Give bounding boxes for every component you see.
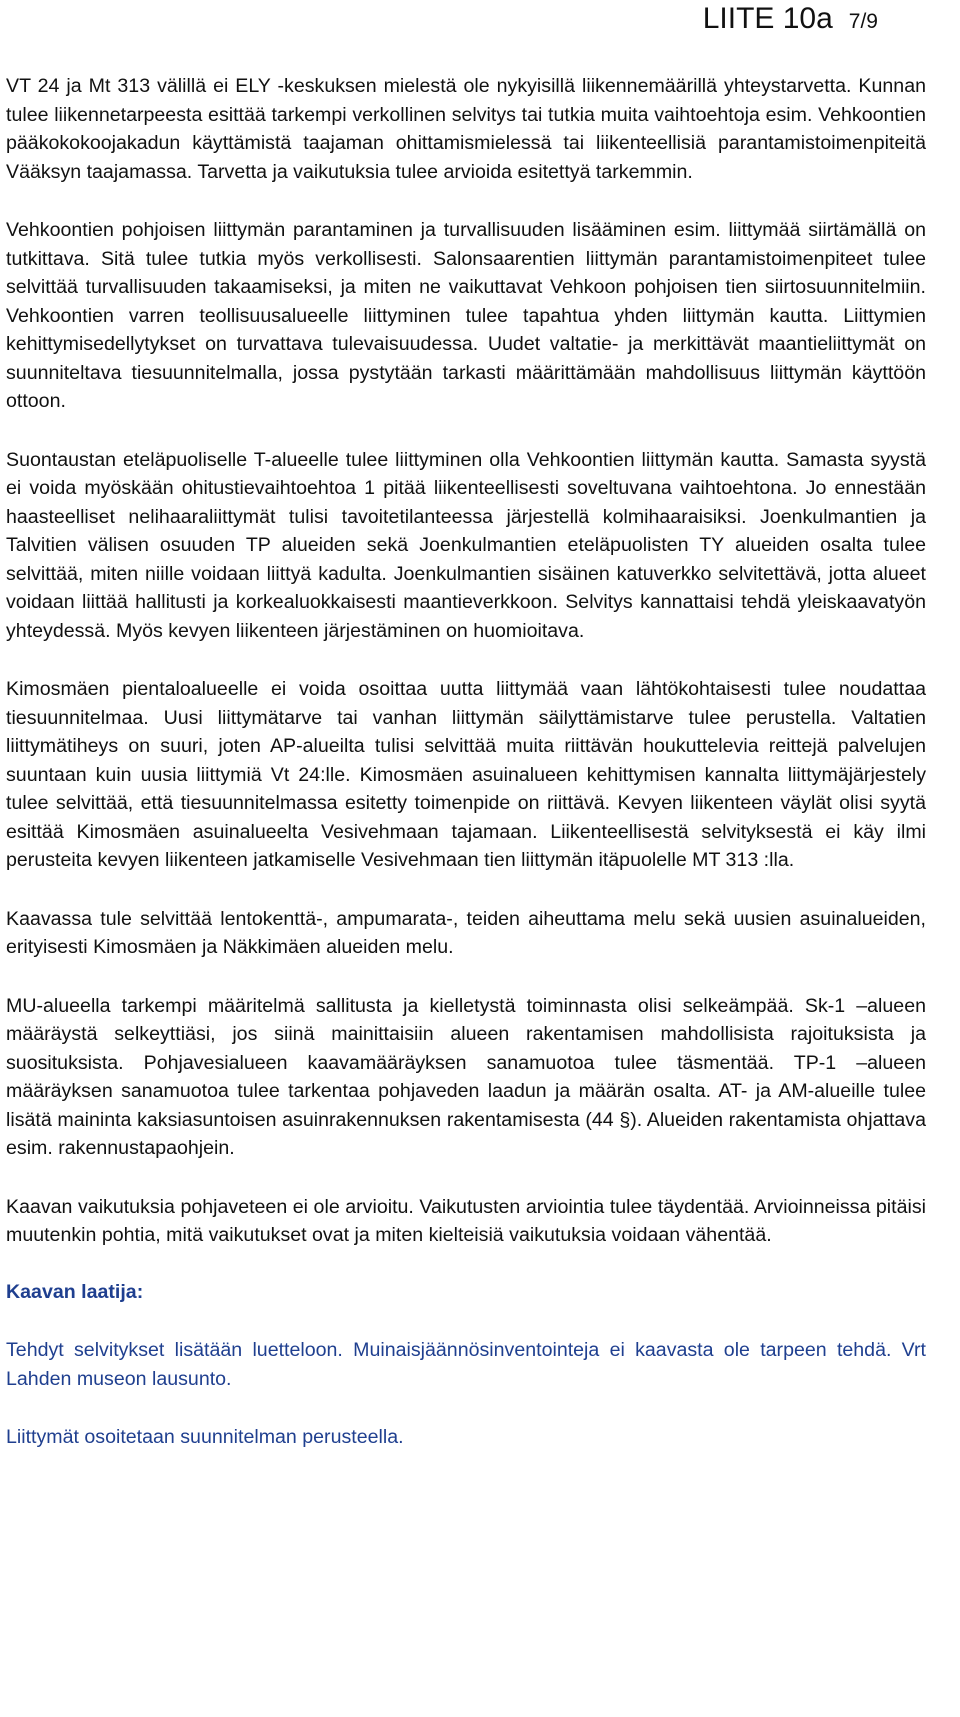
paragraph-groundwater: Kaavan vaikutuksia pohjaveteen ei ole arvioitu. Vaikutusten arviointia tulee täydentää. Arvioinneissa pitäisi muutenkin pohtia, mitä vaikutukset ovat ja miten kielteisiä vaikutuksia voidaan vähentää. bbox=[6, 1195, 926, 1246]
paragraph-vehkoontie-junction: Vehkoontien pohjoisen liittymän parantaminen ja turvallisuuden lisääminen esim. liittymää siirtämällä on tutkittava. Sitä tulee tutkia myös verkollisesti. Salonsaarentien liittymän parantamistoimenpiteet tulee selvittää turvallisuuden takaamiseksi, ja miten ne vaikuttavat Vehkoon pohjoisen tien siirtosuunnitelmiin. Vehkoontien varren teollisuusalueelle liittyminen tulee tapahtua yhden liittymän kautta. Liittymien kehittymisedellytykset on turvattava tulevaisuudessa. Uudet valtatie- ja merkittävät maantieliittymät on suunniteltava tiesuunnitelmalla, jossa pystytään tarkasti määrittämään mahdollisuus liittymän käyttöön ottoon. bbox=[6, 219, 926, 412]
response-text: Tehdyt selvitykset lisätään luetteloon. Muinaisjäännösinventointeja ei kaavasta ole tarpeen tehdä. Vrt Lahden museon lausunto. bbox=[6, 1339, 926, 1390]
response-heading: Kaavan laatija: bbox=[6, 1280, 144, 1303]
appendix-title: LIITE 10a bbox=[702, 2, 833, 35]
document-body bbox=[6, 72, 926, 1452]
paragraph-connection-need: VT 24 ja Mt 313 välillä ei ELY -keskuksen mielestä ole nykyisillä liikennemäärillä yhteystarvetta. Kunnan tulee liikennetarpeesta esittää tarkempi verkollinen selvitys tai tutkia muita vaihtoehtoja esim. Vehkoontien pääkokokoojakadun käyttämistä taajaman ohittamismielessä tai liikenteellisiä parantamistoimenpiteitä Vääksyn taajamassa. Tarvetta ja vaikutuksia tulee arvioida esitettyä tarkemmin. bbox=[6, 75, 926, 183]
page-header bbox=[703, 2, 878, 36]
paragraph-regulations: MU-alueella tarkempi määritelmä sallitusta ja kielletystä toiminnasta olisi selkeämpää. Sk-1 –alueen määräystä selkeyttiäsi, jos siinä mainittaisiin alueen rakentamisen mahdollisista rajoituksista ja suosituksista. Pohjavesialueen kaavamääräyksen sanamuotoa tulee täsmentää. TP-1 –alueen määräyksen sanamuotoa tulee tarkentaa pohjaveden laadun ja määrän osalta. AT- ja AM-alueille tulee lisätä maininta kaksiasuntoisen asuinrakennuksen rakentamisesta (44 §). Alueiden rakentamista ohjattava esim. rakennustapaohjein. bbox=[6, 994, 926, 1159]
page-number: 7/9 bbox=[848, 10, 878, 33]
paragraph-noise: Kaavassa tule selvittää lentokenttä-, ampumarata-, teiden aiheuttama melu sekä uusien asuinalueiden, erityisesti Kimosmäen ja Näkkimäen alueiden melu. bbox=[6, 907, 926, 958]
paragraph-suontausta: Suontaustan eteläpuoliselle T-alueelle tulee liittyminen olla Vehkoontien liittymän kautta. Samasta syystä ei voida myöskään ohitustievaihtoehtoa 1 pitää liikenteellisesti soveltuvana vaihtoehtona. Jo ennestään haasteelliset nelihaaraliittymät tulisi tavoitetilanteessa järjestellä kolmihaaraisiksi. Joenkulmantien ja Talvitien välisen osuuden TP alueiden sekä Joenkulmantien eteläpuolisten TY alueiden osalta tulee selvittää, miten niille voidaan liittyä kadulta. Joenkulmantien sisäinen katuverkko selvitettävä, jotta alueet voidaan liittää hallitusti ja korkealuokkaisesti maantieverkkoon. Selvitys kannattaisi tehdä yleiskaavatyön yhteydessä. Myös kevyen liikenteen järjestäminen on huomioitava. bbox=[6, 448, 926, 642]
response-note: Liittymät osoitetaan suunnitelman perusteella. bbox=[6, 1426, 404, 1448]
paragraph-kimosmaki: Kimosmäen pientaloalueelle ei voida osoittaa uutta liittymää vaan lähtökohtaisesti tulee noudattaa tiesuunnitelmaa. Uusi liittymätarve tai vanhan liittymän säilyttämistarve tulee perustella. Valtatien liittymätiheys on suuri, joten AP-alueilta tulisi selvittää muita riittävän houkuttelevia reittejä palvelujen suuntaan kuin uusia liittymiä Vt 24:lle. Kimosmäen asuinalueen kehittymisen kannalta liittymäjärjestely tulee selvittää, että tiesuunnitelmassa esitetty toimenpide on riittävä. Kevyen liikenteen väylät olisi syytä esittää Kimosmäen asuinalueelta Vesivehmaan tajamaan. Liikenteellisestä selvityksestä ei käy ilmi perusteita kevyen liikenteen jatkamiselle Vesivehmaan tien liittymän itäpuolelle MT 313 :lla. bbox=[6, 678, 926, 871]
